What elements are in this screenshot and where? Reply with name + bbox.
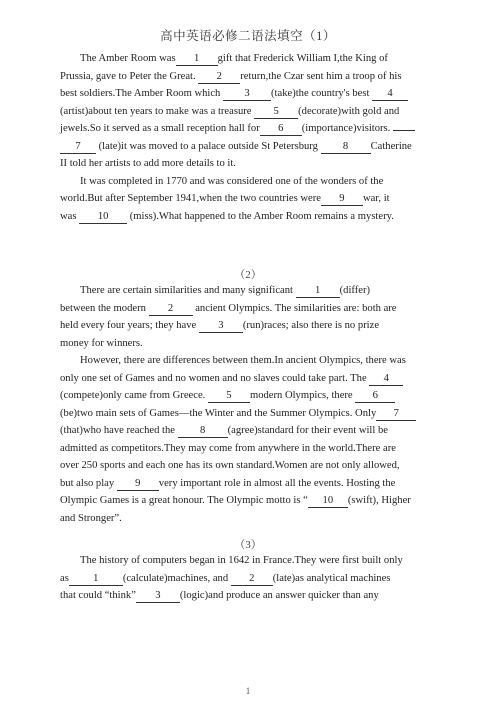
text-line <box>60 387 438 405</box>
passage-text: return,the Czar sent him a troop of his <box>240 70 402 82</box>
text-line <box>60 50 438 68</box>
passage-text: Catherine <box>370 140 412 152</box>
passage-text: Prussia, gave to Peter the Great. <box>60 70 199 82</box>
passage-text: only one set of Games and no women and no slaves could take part. The <box>60 372 370 384</box>
text-line <box>60 405 438 423</box>
answer-blank[interactable]: 1 <box>296 285 340 298</box>
text-line <box>60 282 438 300</box>
answer-blank[interactable]: 6 <box>355 390 395 403</box>
passage-text: world.But after September 1941,when the two countries were <box>60 193 321 204</box>
answer-blank[interactable]: 3 <box>223 88 271 101</box>
passage-text: (take)the country's best <box>271 88 373 99</box>
passage-text: There are certain similarities and many significant <box>80 285 296 296</box>
answer-blank[interactable]: 7 <box>376 408 416 421</box>
text-line <box>60 552 438 570</box>
passage-text: as <box>60 572 69 584</box>
passage-text: (artist)about ten years to make was a treasure <box>60 105 255 117</box>
passage-text: However, there are differences between them.In ancient Olympics, there was <box>80 355 406 366</box>
answer-blank[interactable]: 10 <box>79 211 127 224</box>
passage-text: that could “think” <box>60 590 136 601</box>
text-line <box>60 138 438 156</box>
passage-2 <box>60 282 438 527</box>
text-line <box>60 475 438 493</box>
answer-blank[interactable]: 2 <box>149 303 193 316</box>
passage-text: The history of computers began in 1642 in France.They were first built only <box>80 555 403 566</box>
text-line <box>60 317 438 335</box>
text-line <box>60 370 438 388</box>
passage-text: (swift), Higher <box>347 495 411 506</box>
passage-text: admitted as competitors.They may come from anywhere in the world.There are <box>60 442 396 454</box>
page-number: 1 <box>245 686 251 696</box>
passage-text: Olympic Games is a great honour. The Olympic motto is “ <box>60 495 308 506</box>
passage-text: (importance)visitors. <box>301 123 393 134</box>
text-line <box>60 120 438 138</box>
text-line <box>60 300 438 318</box>
text-line <box>60 190 438 208</box>
passage-text: (differ) <box>339 285 371 296</box>
text-line <box>60 457 438 475</box>
passage-3 <box>60 552 438 605</box>
answer-blank[interactable]: 3 <box>136 590 180 603</box>
text-line <box>60 103 438 121</box>
passage-text: best soldiers.The Amber Room which <box>60 88 224 99</box>
passage-text: The Amber Room was <box>80 53 176 64</box>
answer-blank[interactable]: 10 <box>308 495 348 508</box>
section-heading-2: （2） <box>234 269 262 281</box>
text-line <box>60 492 438 510</box>
passage-text: held every four years; they have <box>60 320 199 331</box>
passage-text: (compete)only came from Greece. <box>60 390 208 401</box>
text-line <box>60 335 438 353</box>
text-line <box>60 440 438 458</box>
passage-text: It was completed in 1770 and was considered one of the wonders of the <box>80 175 384 187</box>
passage-text: (calculate)machines, and <box>122 572 231 584</box>
passage-text: (miss).What happened to the Amber Room remains a mystery. <box>127 210 394 222</box>
passage-text: jewels.So it served as a small reception hall for <box>60 123 260 134</box>
passage-text: war, it <box>362 193 390 204</box>
text-line <box>60 352 438 370</box>
passage-text: money for winners. <box>60 337 143 349</box>
answer-blank[interactable]: 8 <box>321 141 371 154</box>
passage-text: modern Olympics, there <box>249 390 356 401</box>
answer-blank[interactable]: 2 <box>231 573 273 586</box>
text-line <box>60 587 438 605</box>
passage-text: (be)two main sets of Games—the Winter and the Summer Olympics. Only <box>60 407 377 419</box>
answer-blank[interactable] <box>393 130 415 131</box>
text-line <box>60 173 438 191</box>
passage-text: (logic)and produce an answer quicker than any <box>179 590 379 601</box>
passage-text: (run)races; also there is no prize <box>242 320 380 331</box>
text-line <box>60 68 438 86</box>
text-line <box>60 155 438 173</box>
passage-text: very important role in almost all the events. Hosting the <box>158 477 396 489</box>
answer-blank[interactable]: 5 <box>254 106 298 119</box>
passage-text: II told her artists to add more details to it. <box>60 158 236 169</box>
answer-blank[interactable]: 1 <box>69 573 123 586</box>
passage-text: ancient Olympics. The similarities are: both are <box>192 302 397 314</box>
passage-text: (decorate)with gold and <box>298 105 400 117</box>
passage-1 <box>60 50 438 225</box>
passage-text: (agree)standard for their event will be <box>227 425 388 436</box>
text-line <box>60 208 438 226</box>
passage-text: gift that Frederick William I,the King of <box>217 53 388 64</box>
answer-blank[interactable]: 9 <box>321 193 363 206</box>
answer-blank[interactable]: 4 <box>369 373 403 386</box>
passage-text: (late)as analytical machines <box>272 572 391 584</box>
answer-blank[interactable]: 1 <box>176 53 218 66</box>
passage-text: and Stronger”. <box>60 512 122 524</box>
text-line <box>60 85 438 103</box>
answer-blank[interactable]: 2 <box>198 71 240 84</box>
answer-blank[interactable]: 4 <box>372 88 408 101</box>
answer-blank[interactable]: 9 <box>117 478 159 491</box>
passage-text: over 250 sports and each one has its own standard.Women are not only allowed, <box>60 460 400 471</box>
passage-text: between the modern <box>60 302 149 314</box>
passage-text: but also play <box>60 477 117 489</box>
answer-blank[interactable]: 6 <box>260 123 302 136</box>
passage-text: (late)it was moved to a palace outside St Petersburg <box>96 140 321 152</box>
text-line <box>60 510 438 528</box>
text-line <box>60 422 438 440</box>
section-heading-3: （3） <box>234 539 262 551</box>
document-title: 高中英语必修二语法填空（1） <box>160 29 336 43</box>
passage-text: (that)who have reached the <box>60 425 178 436</box>
answer-blank[interactable]: 5 <box>208 390 250 403</box>
answer-blank[interactable]: 8 <box>178 425 228 438</box>
answer-blank[interactable]: 7 <box>60 141 96 154</box>
answer-blank[interactable]: 3 <box>199 320 243 333</box>
passage-text: was <box>60 210 80 222</box>
text-line <box>60 570 438 588</box>
